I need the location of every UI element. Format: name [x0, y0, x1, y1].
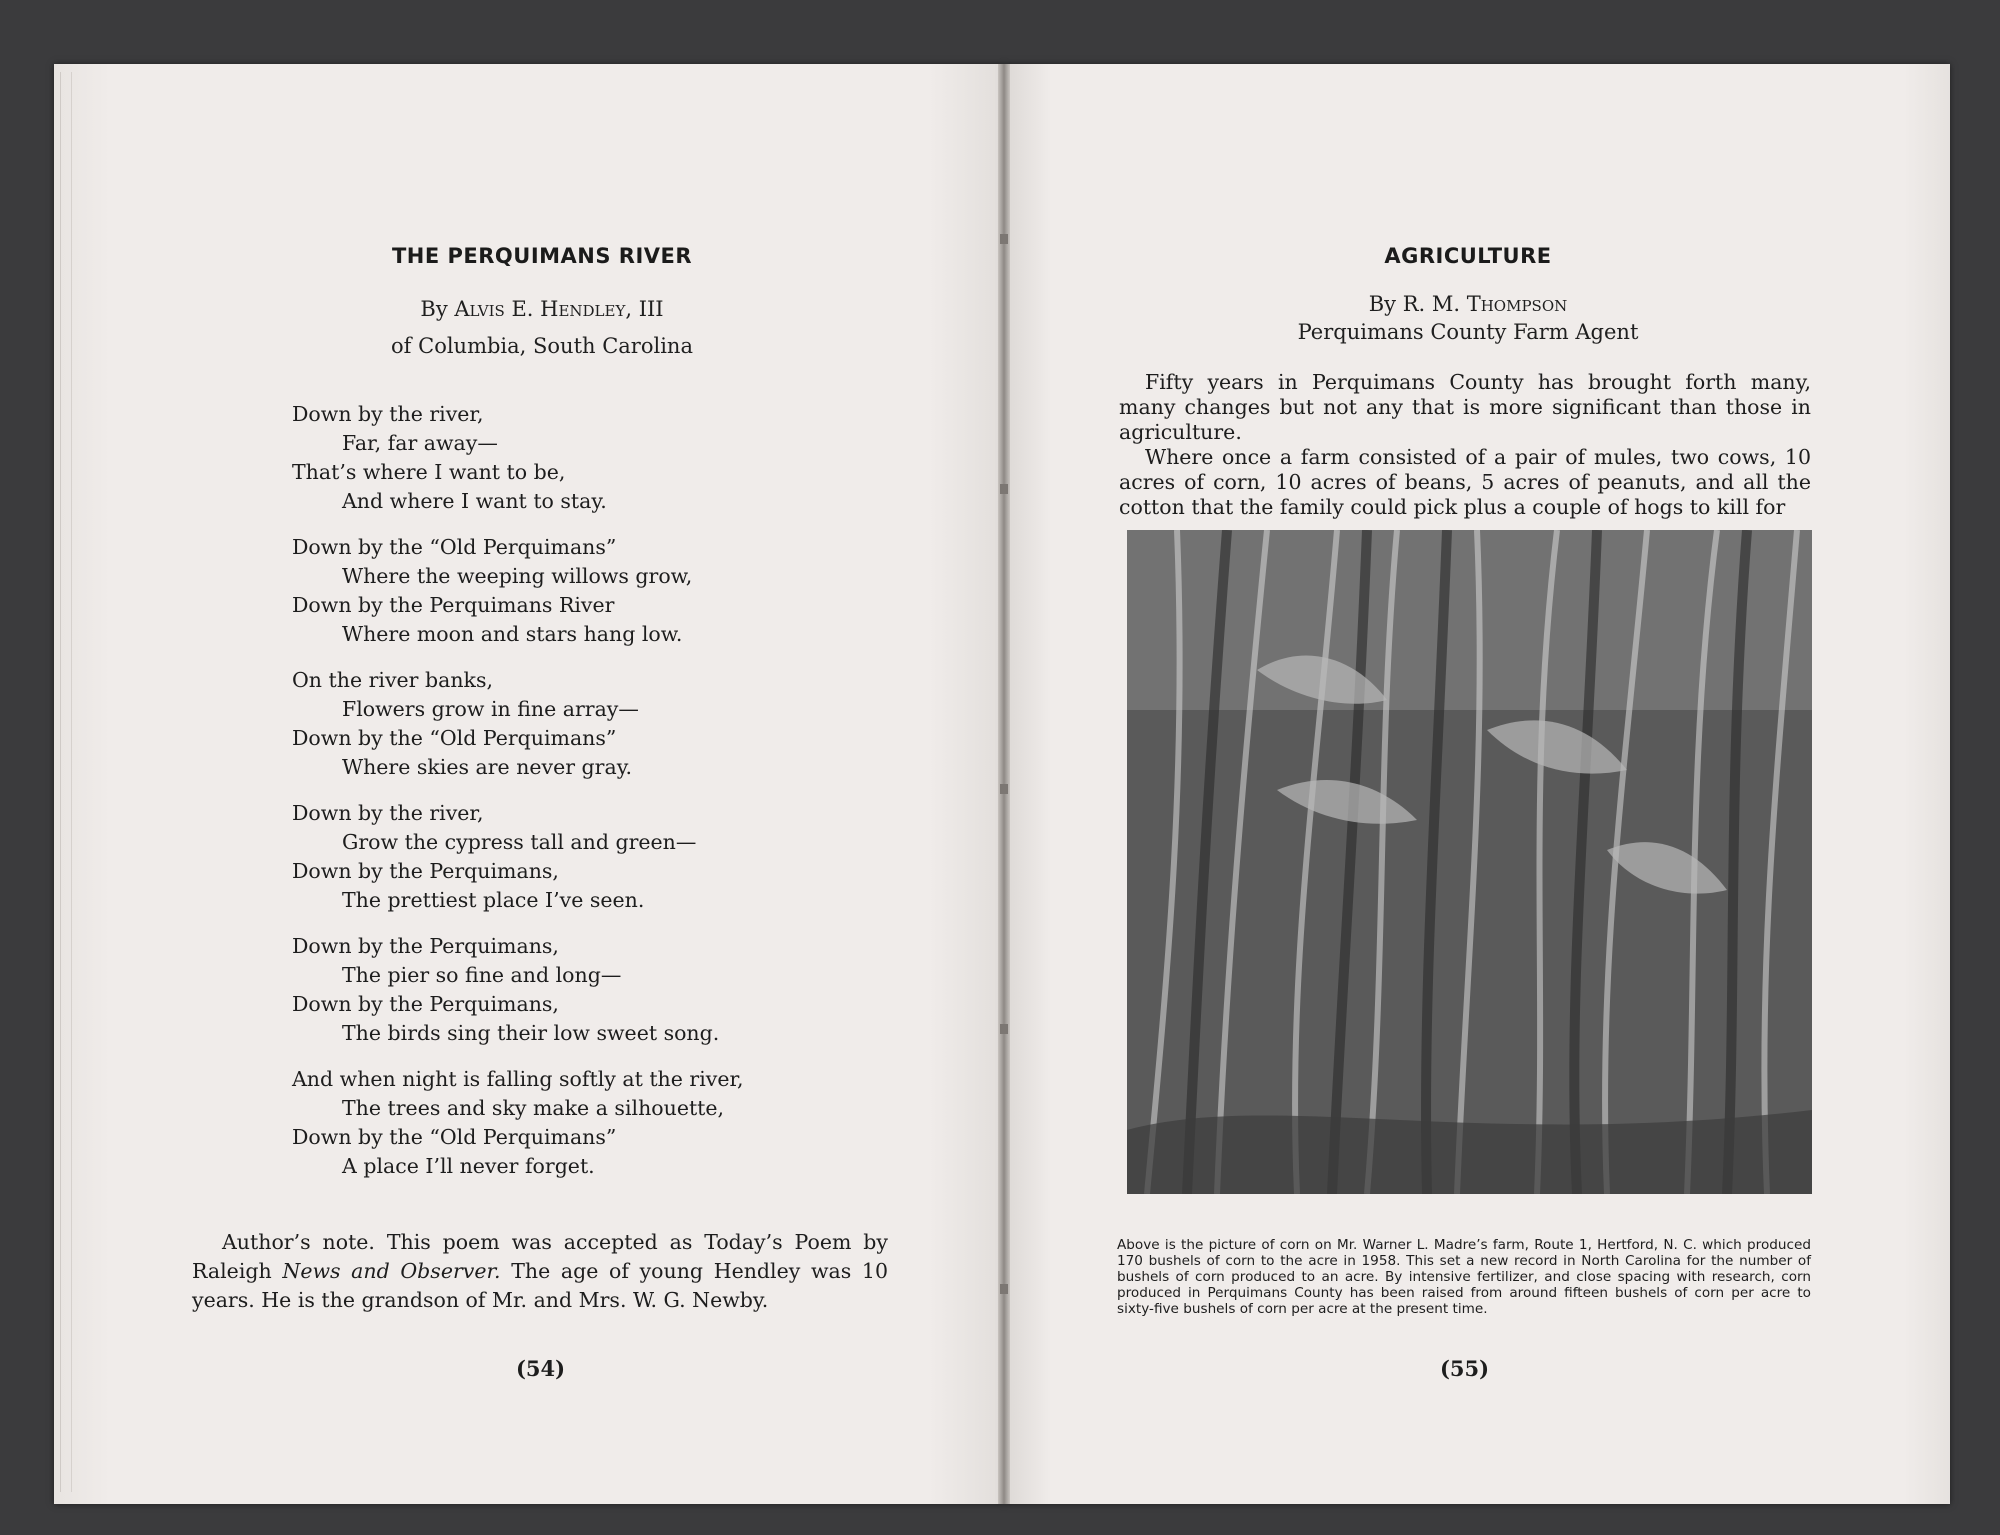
poem-stanza: [292, 400, 744, 516]
note-text-2: The age of young Hendley was 10 years. He is the grandson of Mr. and Mrs. W. G. Newby.: [192, 1259, 888, 1312]
poem-line: Down by the river,: [292, 801, 484, 825]
binding-stitch: [1000, 784, 1008, 794]
poem-line: The pier so fine and long—: [342, 963, 622, 987]
article-title: AGRICULTURE: [1384, 244, 1552, 268]
poem-line: Down by the “Old Perquimans”: [292, 726, 617, 750]
poem-line: Where moon and stars hang low.: [342, 622, 683, 646]
poem-line: Down by the “Old Perquimans”: [292, 535, 617, 559]
poem-line: The trees and sky make a silhouette,: [342, 1096, 725, 1120]
photo-caption: Above is the picture of corn on Mr. Warner L. Madre’s farm, Route 1, Hertford, N. C. which produced 170 bushels of corn to the acre in 1958. This set a new record in North Carolina for the number of bushels of corn produced to an acre. By intensive fertilizer, and close spacing with research, corn produced in Perquimans County has been raised from around fifteen bushels of corn per acre to sixty-five bushels of corn per acre at the present time.: [1117, 1237, 1811, 1317]
poem-byline: [332, 297, 752, 321]
corn-photo-illustration: [1127, 530, 1812, 1194]
poem-line: On the river banks,: [292, 668, 494, 692]
poem-line: The birds sing their low sweet song.: [342, 1021, 720, 1045]
poem-author-origin: of Columbia, South Carolina: [391, 334, 693, 358]
article-author-role: Perquimans County Farm Agent: [1297, 320, 1639, 344]
page-number-left: (54): [516, 1356, 566, 1381]
binding-stitch: [1000, 484, 1008, 494]
note-publication: News and Observer.: [282, 1259, 501, 1283]
author-note-paragraph: [192, 1228, 888, 1315]
poem-stanza: [292, 799, 744, 915]
author-note: [192, 1228, 888, 1315]
poem-line: Far, far away—: [342, 431, 498, 455]
poem-title: THE PERQUIMANS RIVER: [391, 244, 693, 268]
corn-field-photo: [1127, 530, 1812, 1194]
binding-stitch: [1000, 234, 1008, 244]
poem-stanza: [292, 666, 744, 782]
article-paragraph: Where once a farm consisted of a pair of mules, two cows, 10 acres of corn, 10 acres of beans, 5 acres of peanuts, and all the cotton that the family could pick plus a couple of hogs to kill for: [1119, 445, 1811, 519]
article-body: [1119, 370, 1811, 520]
poem-line: And where I want to stay.: [342, 489, 607, 513]
poem-line: Down by the Perquimans,: [292, 859, 559, 883]
article-byline: [1218, 292, 1718, 316]
byline-prefix: By: [420, 297, 448, 321]
page-edges: [60, 72, 72, 1492]
poem-line: Down by the Perquimans,: [292, 992, 559, 1016]
poem-stanza: [292, 1065, 744, 1181]
poem-line: Where skies are never gray.: [342, 755, 633, 779]
poem-line: Flowers grow in fine array—: [342, 697, 639, 721]
poem-line: Where the weeping willows grow,: [342, 564, 693, 588]
note-text-1: Author’s note. This poem was accepted as Today’s Poem by Raleigh: [192, 1230, 888, 1283]
binding-stitch: [1000, 1024, 1008, 1034]
poem-line: The prettiest place I’ve seen.: [342, 888, 645, 912]
binding-stitch: [1000, 1284, 1008, 1294]
poem-line: And when night is falling softly at the river,: [292, 1067, 744, 1091]
poem-line: That’s where I want to be,: [292, 460, 566, 484]
page-number-right: (55): [1440, 1356, 1490, 1381]
poem-line: A place I’ll never forget.: [342, 1154, 595, 1178]
poem-stanza: [292, 932, 744, 1048]
poem-stanza: [292, 533, 744, 649]
article-paragraph: Fifty years in Perquimans County has brought forth many, many changes but not any that is more significant than those in agriculture.: [1119, 370, 1811, 444]
article-author: R. M. Thompson: [1402, 292, 1568, 316]
poem-line: Down by the “Old Perquimans”: [292, 1125, 617, 1149]
byline-prefix: By: [1368, 292, 1397, 316]
poem-line: Down by the Perquimans,: [292, 934, 559, 958]
poem-line: Grow the cypress tall and green—: [342, 830, 697, 854]
poem-line: Down by the Perquimans River: [292, 593, 615, 617]
poem-body: [292, 400, 744, 1198]
poem-author: Alvis E. Hendley, III: [454, 297, 664, 321]
poem-line: Down by the river,: [292, 402, 484, 426]
